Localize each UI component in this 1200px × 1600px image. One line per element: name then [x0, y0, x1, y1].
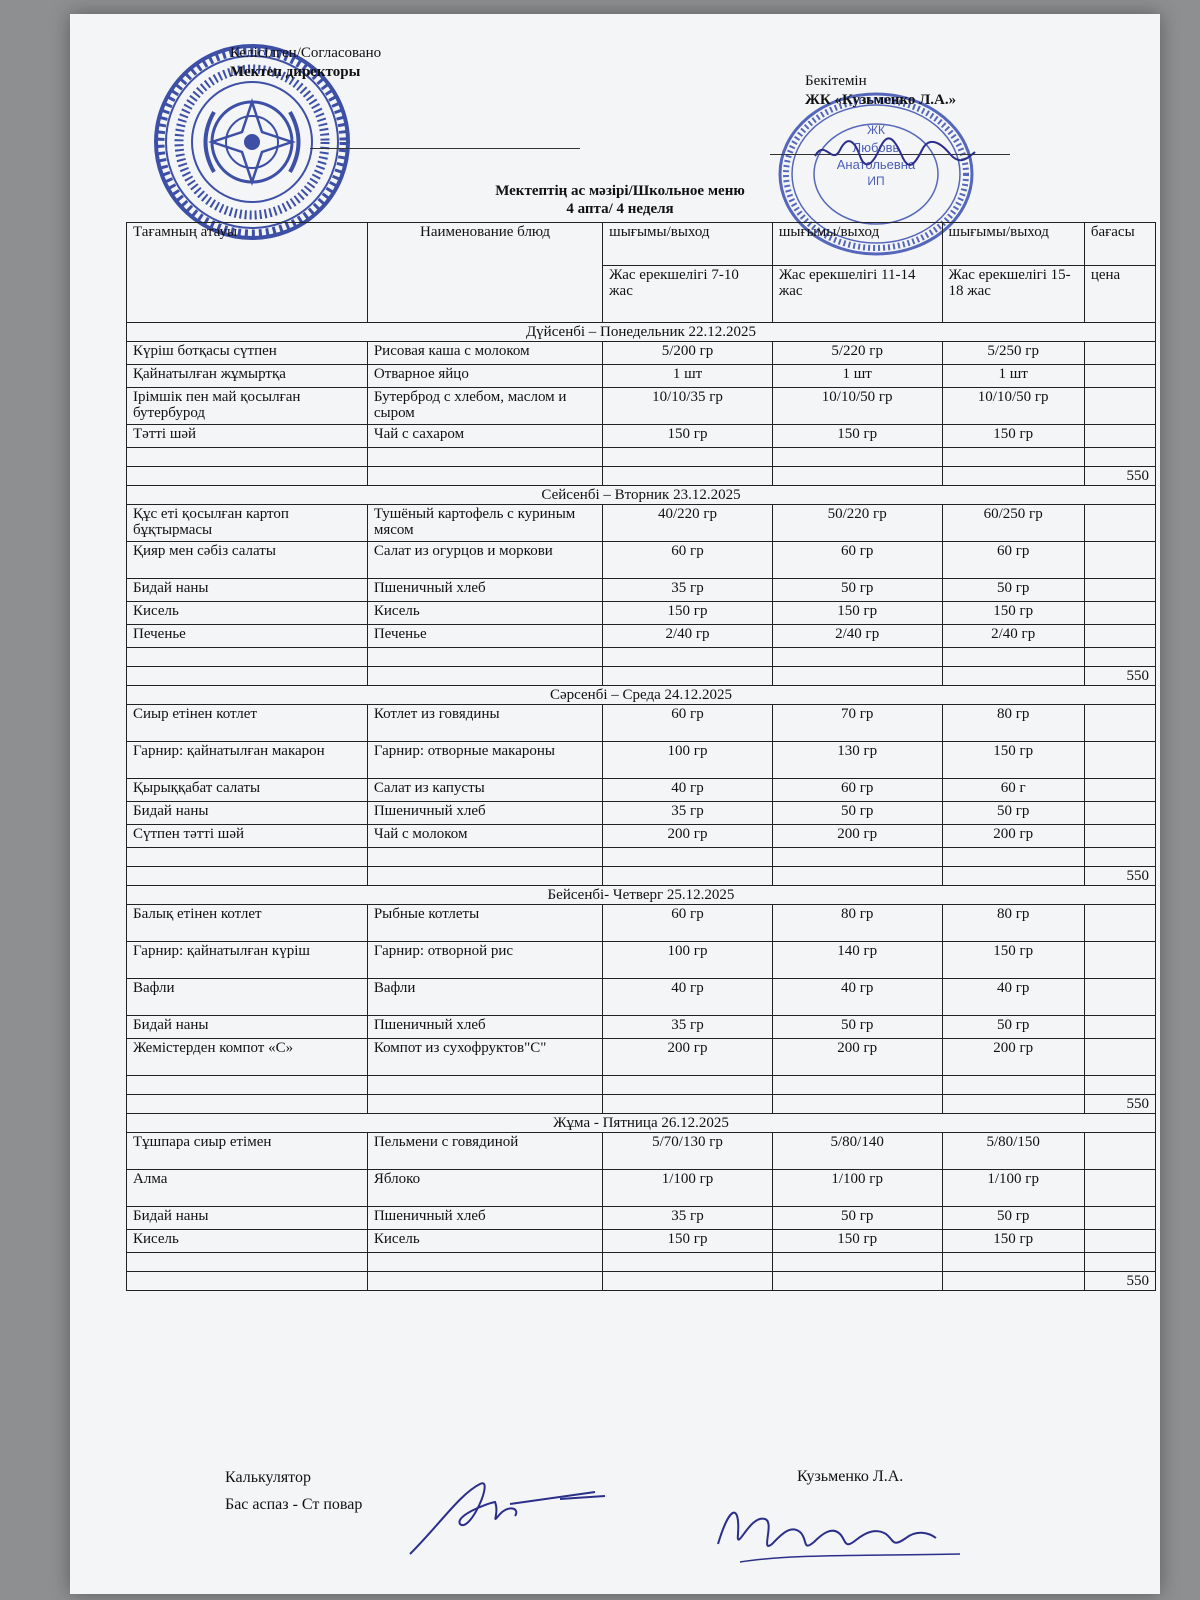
- output-7-10: 60 гр: [603, 542, 773, 579]
- dish-kz: Вафли: [127, 979, 368, 1016]
- output-15-18: 80 гр: [942, 705, 1084, 742]
- header-price-kz: бағасы: [1084, 223, 1155, 266]
- stamp-line-1: ЖК: [866, 123, 886, 137]
- table-row: [127, 705, 1156, 742]
- price-cell: [1084, 1207, 1155, 1230]
- output-15-18: 60/250 гр: [942, 505, 1084, 542]
- output-7-10: 5/70/130 гр: [603, 1133, 773, 1170]
- price-cell: [1084, 1133, 1155, 1170]
- output-11-14: 5/80/140: [772, 1133, 942, 1170]
- table-row: [127, 1039, 1156, 1076]
- footer-roles: [225, 1464, 362, 1518]
- price-cell: [1084, 625, 1155, 648]
- dish-kz: Бидай наны: [127, 1207, 368, 1230]
- price-row: [127, 1095, 1156, 1114]
- dish-kz: Кисель: [127, 602, 368, 625]
- output-15-18: 50 гр: [942, 579, 1084, 602]
- output-15-18: 50 гр: [942, 802, 1084, 825]
- output-7-10: 150 гр: [603, 1230, 773, 1253]
- price-row: [127, 1272, 1156, 1291]
- output-7-10: 200 гр: [603, 825, 773, 848]
- output-15-18: 150 гр: [942, 942, 1084, 979]
- table-row: [127, 602, 1156, 625]
- stamp-line-3: Анатольевна: [836, 157, 916, 172]
- output-11-14: 50 гр: [772, 1016, 942, 1039]
- approval-left: [230, 44, 381, 82]
- dish-kz: Қырыққабат салаты: [127, 779, 368, 802]
- dish-ru: Кисель: [367, 1230, 602, 1253]
- output-11-14: 200 гр: [772, 1039, 942, 1076]
- footer-name: Кузьменко Л.А.: [797, 1468, 904, 1485]
- menu-table: [126, 222, 1156, 1291]
- price-cell: [1084, 742, 1155, 779]
- price-cell: [1084, 1230, 1155, 1253]
- output-11-14: 150 гр: [772, 1230, 942, 1253]
- dish-ru: Чай с молоком: [367, 825, 602, 848]
- table-row: [127, 979, 1156, 1016]
- table-row: [127, 905, 1156, 942]
- dish-ru: Гарнир: отворной рис: [367, 942, 602, 979]
- table-row: [127, 1207, 1156, 1230]
- output-15-18: 60 гр: [942, 542, 1084, 579]
- signature-line-left: [310, 148, 580, 149]
- price-cell: [1084, 705, 1155, 742]
- table-row: [127, 1016, 1156, 1039]
- document-title: [370, 182, 870, 218]
- price-cell: [1084, 579, 1155, 602]
- dish-kz: Ірімшік пен май қосылған бутербурод: [127, 388, 368, 425]
- header-price-ru: цена: [1084, 266, 1155, 323]
- price-cell: [1084, 365, 1155, 388]
- dish-ru: Тушёный картофель с куриным мясом: [367, 505, 602, 542]
- header-age-b: Жас ерекшелігі 11-14 жас: [772, 266, 942, 323]
- price-cell: [1084, 505, 1155, 542]
- output-15-18: 150 гр: [942, 602, 1084, 625]
- output-15-18: 150 гр: [942, 1230, 1084, 1253]
- output-7-10: 100 гр: [603, 742, 773, 779]
- dish-ru: Пшеничный хлеб: [367, 579, 602, 602]
- output-7-10: 35 гр: [603, 579, 773, 602]
- output-11-14: 140 гр: [772, 942, 942, 979]
- header-age-a: Жас ерекшелігі 7-10 жас: [603, 266, 773, 323]
- output-11-14: 5/220 гр: [772, 342, 942, 365]
- blank-row: [127, 848, 1156, 867]
- dish-ru: Чай с сахаром: [367, 425, 602, 448]
- table-row: [127, 342, 1156, 365]
- blank-row: [127, 648, 1156, 667]
- price-cell: [1084, 542, 1155, 579]
- price-cell: [1084, 825, 1155, 848]
- dish-kz: Бидай наны: [127, 579, 368, 602]
- price-cell: [1084, 979, 1155, 1016]
- header-age-c: Жас ерекшелігі 15-18 жас: [942, 266, 1084, 323]
- output-15-18: 80 гр: [942, 905, 1084, 942]
- day-price: 550: [1084, 867, 1155, 886]
- price-cell: [1084, 905, 1155, 942]
- day-title: Дүйсенбі – Понедельник 22.12.2025: [127, 323, 1156, 342]
- output-11-14: 50 гр: [772, 802, 942, 825]
- price-cell: [1084, 1170, 1155, 1207]
- calculator-label: Калькулятор: [225, 1469, 311, 1486]
- director-label: Мектеп директоры: [230, 64, 361, 80]
- dish-ru: Компот из сухофруктов"С": [367, 1039, 602, 1076]
- day-price: 550: [1084, 1095, 1155, 1114]
- output-7-10: 60 гр: [603, 705, 773, 742]
- output-11-14: 80 гр: [772, 905, 942, 942]
- dish-ru: Рыбные котлеты: [367, 905, 602, 942]
- stamp-line-2: Любовь: [852, 140, 900, 155]
- output-15-18: 5/250 гр: [942, 342, 1084, 365]
- output-11-14: 60 гр: [772, 779, 942, 802]
- header-dish-kz: Тағамның атауы: [127, 223, 368, 323]
- title-line-2: 4 апта/ 4 неделя: [566, 201, 674, 217]
- table-row: [127, 742, 1156, 779]
- table-row: [127, 365, 1156, 388]
- output-7-10: 60 гр: [603, 905, 773, 942]
- output-15-18: 2/40 гр: [942, 625, 1084, 648]
- price-cell: [1084, 942, 1155, 979]
- output-11-14: 10/10/50 гр: [772, 388, 942, 425]
- dish-kz: Печенье: [127, 625, 368, 648]
- dish-ru: Пшеничный хлеб: [367, 1016, 602, 1039]
- output-7-10: 10/10/35 гр: [603, 388, 773, 425]
- price-cell: [1084, 602, 1155, 625]
- output-15-18: 60 г: [942, 779, 1084, 802]
- output-11-14: 50 гр: [772, 1207, 942, 1230]
- output-7-10: 1/100 гр: [603, 1170, 773, 1207]
- price-row: [127, 867, 1156, 886]
- title-line-1: Мектептің ас мәзірі/Школьное меню: [495, 183, 745, 199]
- output-15-18: 150 гр: [942, 425, 1084, 448]
- dish-kz: Алма: [127, 1170, 368, 1207]
- day-title: Бейсенбі- Четверг 25.12.2025: [127, 886, 1156, 905]
- stamp-line-4: ИП: [867, 174, 885, 188]
- approve-label: Бекітемін: [805, 73, 867, 89]
- output-11-14: 60 гр: [772, 542, 942, 579]
- blank-row: [127, 1076, 1156, 1095]
- output-15-18: 50 гр: [942, 1016, 1084, 1039]
- output-11-14: 130 гр: [772, 742, 942, 779]
- output-11-14: 50/220 гр: [772, 505, 942, 542]
- output-11-14: 1/100 гр: [772, 1170, 942, 1207]
- day-price: 550: [1084, 667, 1155, 686]
- dish-kz: Сиыр етінен котлет: [127, 705, 368, 742]
- table-row: [127, 802, 1156, 825]
- day-title: Сейсенбі – Вторник 23.12.2025: [127, 486, 1156, 505]
- blank-row: [127, 1253, 1156, 1272]
- output-7-10: 40 гр: [603, 779, 773, 802]
- dish-kz: Қияр мен сәбіз салаты: [127, 542, 368, 579]
- output-7-10: 150 гр: [603, 425, 773, 448]
- cook-signature: [400, 1454, 620, 1564]
- agreed-label: Келісілген/Согласовано: [230, 45, 382, 61]
- dish-ru: Пшеничный хлеб: [367, 802, 602, 825]
- dish-kz: Күріш ботқасы сүтпен: [127, 342, 368, 365]
- dish-ru: Салат из огурцов и моркови: [367, 542, 602, 579]
- dish-kz: Құс еті қосылған картоп бұқтырмасы: [127, 505, 368, 542]
- output-7-10: 40 гр: [603, 979, 773, 1016]
- price-cell: [1084, 388, 1155, 425]
- header-output-b: шығымы/выход: [772, 223, 942, 266]
- day-price: 550: [1084, 1272, 1155, 1291]
- day-title: Сәрсенбі – Среда 24.12.2025: [127, 686, 1156, 705]
- price-row: [127, 467, 1156, 486]
- output-11-14: 1 шт: [772, 365, 942, 388]
- dish-kz: Кисель: [127, 1230, 368, 1253]
- dish-ru: Пшеничный хлеб: [367, 1207, 602, 1230]
- approval-right: [805, 72, 956, 110]
- table-row: [127, 1230, 1156, 1253]
- price-row: [127, 667, 1156, 686]
- table-row: [127, 779, 1156, 802]
- dish-ru: Бутерброд с хлебом, маслом и сыром: [367, 388, 602, 425]
- output-7-10: 150 гр: [603, 602, 773, 625]
- header-row: [127, 223, 1156, 266]
- header-dish-ru: Наименование блюд: [367, 223, 602, 323]
- output-11-14: 150 гр: [772, 425, 942, 448]
- output-11-14: 200 гр: [772, 825, 942, 848]
- output-7-10: 100 гр: [603, 942, 773, 979]
- entrepreneur-label: ЖК «Кузьменко Л.А.»: [805, 92, 957, 108]
- table-row: [127, 505, 1156, 542]
- header-output-a: шығымы/выход: [603, 223, 773, 266]
- output-15-18: 200 гр: [942, 1039, 1084, 1076]
- dish-kz: Жемістерден компот «С»: [127, 1039, 368, 1076]
- day-price: 550: [1084, 467, 1155, 486]
- dish-ru: Печенье: [367, 625, 602, 648]
- table-row: [127, 625, 1156, 648]
- price-cell: [1084, 1039, 1155, 1076]
- header-output-c: шығымы/выход: [942, 223, 1084, 266]
- output-7-10: 35 гр: [603, 1207, 773, 1230]
- table-row: [127, 942, 1156, 979]
- table-row: [127, 542, 1156, 579]
- output-7-10: 35 гр: [603, 802, 773, 825]
- price-cell: [1084, 779, 1155, 802]
- dish-kz: Балық етінен котлет: [127, 905, 368, 942]
- dish-ru: Яблоко: [367, 1170, 602, 1207]
- approver-signature: [810, 136, 980, 172]
- dish-kz: Тұшпара сиыр етімен: [127, 1133, 368, 1170]
- output-11-14: 150 гр: [772, 602, 942, 625]
- table-row: [127, 1133, 1156, 1170]
- dish-ru: Пельмени с говядиной: [367, 1133, 602, 1170]
- output-15-18: 150 гр: [942, 742, 1084, 779]
- price-cell: [1084, 425, 1155, 448]
- dish-ru: Салат из капусты: [367, 779, 602, 802]
- output-15-18: 1 шт: [942, 365, 1084, 388]
- dish-kz: Сүтпен тәтті шәй: [127, 825, 368, 848]
- output-15-18: 200 гр: [942, 825, 1084, 848]
- dish-ru: Отварное яйцо: [367, 365, 602, 388]
- output-11-14: 70 гр: [772, 705, 942, 742]
- dish-kz: Бидай наны: [127, 1016, 368, 1039]
- dish-kz: Гарнир: қайнатылған күріш: [127, 942, 368, 979]
- price-cell: [1084, 1016, 1155, 1039]
- output-11-14: 40 гр: [772, 979, 942, 1016]
- menu-sheet: [70, 14, 1160, 1594]
- dish-kz: Тәтті шәй: [127, 425, 368, 448]
- day-title: Жұма - Пятница 26.12.2025: [127, 1114, 1156, 1133]
- output-15-18: 10/10/50 гр: [942, 388, 1084, 425]
- output-7-10: 40/220 гр: [603, 505, 773, 542]
- table-row: [127, 825, 1156, 848]
- dish-kz: Бидай наны: [127, 802, 368, 825]
- output-15-18: 40 гр: [942, 979, 1084, 1016]
- dish-ru: Кисель: [367, 602, 602, 625]
- output-7-10: 5/200 гр: [603, 342, 773, 365]
- price-cell: [1084, 802, 1155, 825]
- output-15-18: 5/80/150: [942, 1133, 1084, 1170]
- table-row: [127, 579, 1156, 602]
- output-7-10: 200 гр: [603, 1039, 773, 1076]
- price-cell: [1084, 342, 1155, 365]
- dish-kz: Қайнатылған жұмыртқа: [127, 365, 368, 388]
- output-7-10: 35 гр: [603, 1016, 773, 1039]
- head-cook-label: Бас аспаз - Ст повар: [225, 1496, 363, 1513]
- dish-ru: Котлет из говядины: [367, 705, 602, 742]
- output-15-18: 50 гр: [942, 1207, 1084, 1230]
- output-15-18: 1/100 гр: [942, 1170, 1084, 1207]
- output-7-10: 1 шт: [603, 365, 773, 388]
- dish-kz: Гарнир: қайнатылған макарон: [127, 742, 368, 779]
- table-row: [127, 1170, 1156, 1207]
- table-row: [127, 425, 1156, 448]
- output-7-10: 2/40 гр: [603, 625, 773, 648]
- dish-ru: Вафли: [367, 979, 602, 1016]
- output-11-14: 2/40 гр: [772, 625, 942, 648]
- manager-signature: [710, 1484, 970, 1574]
- blank-row: [127, 448, 1156, 467]
- table-row: [127, 388, 1156, 425]
- dish-ru: Рисовая каша с молоком: [367, 342, 602, 365]
- output-11-14: 50 гр: [772, 579, 942, 602]
- dish-ru: Гарнир: отворные макароны: [367, 742, 602, 779]
